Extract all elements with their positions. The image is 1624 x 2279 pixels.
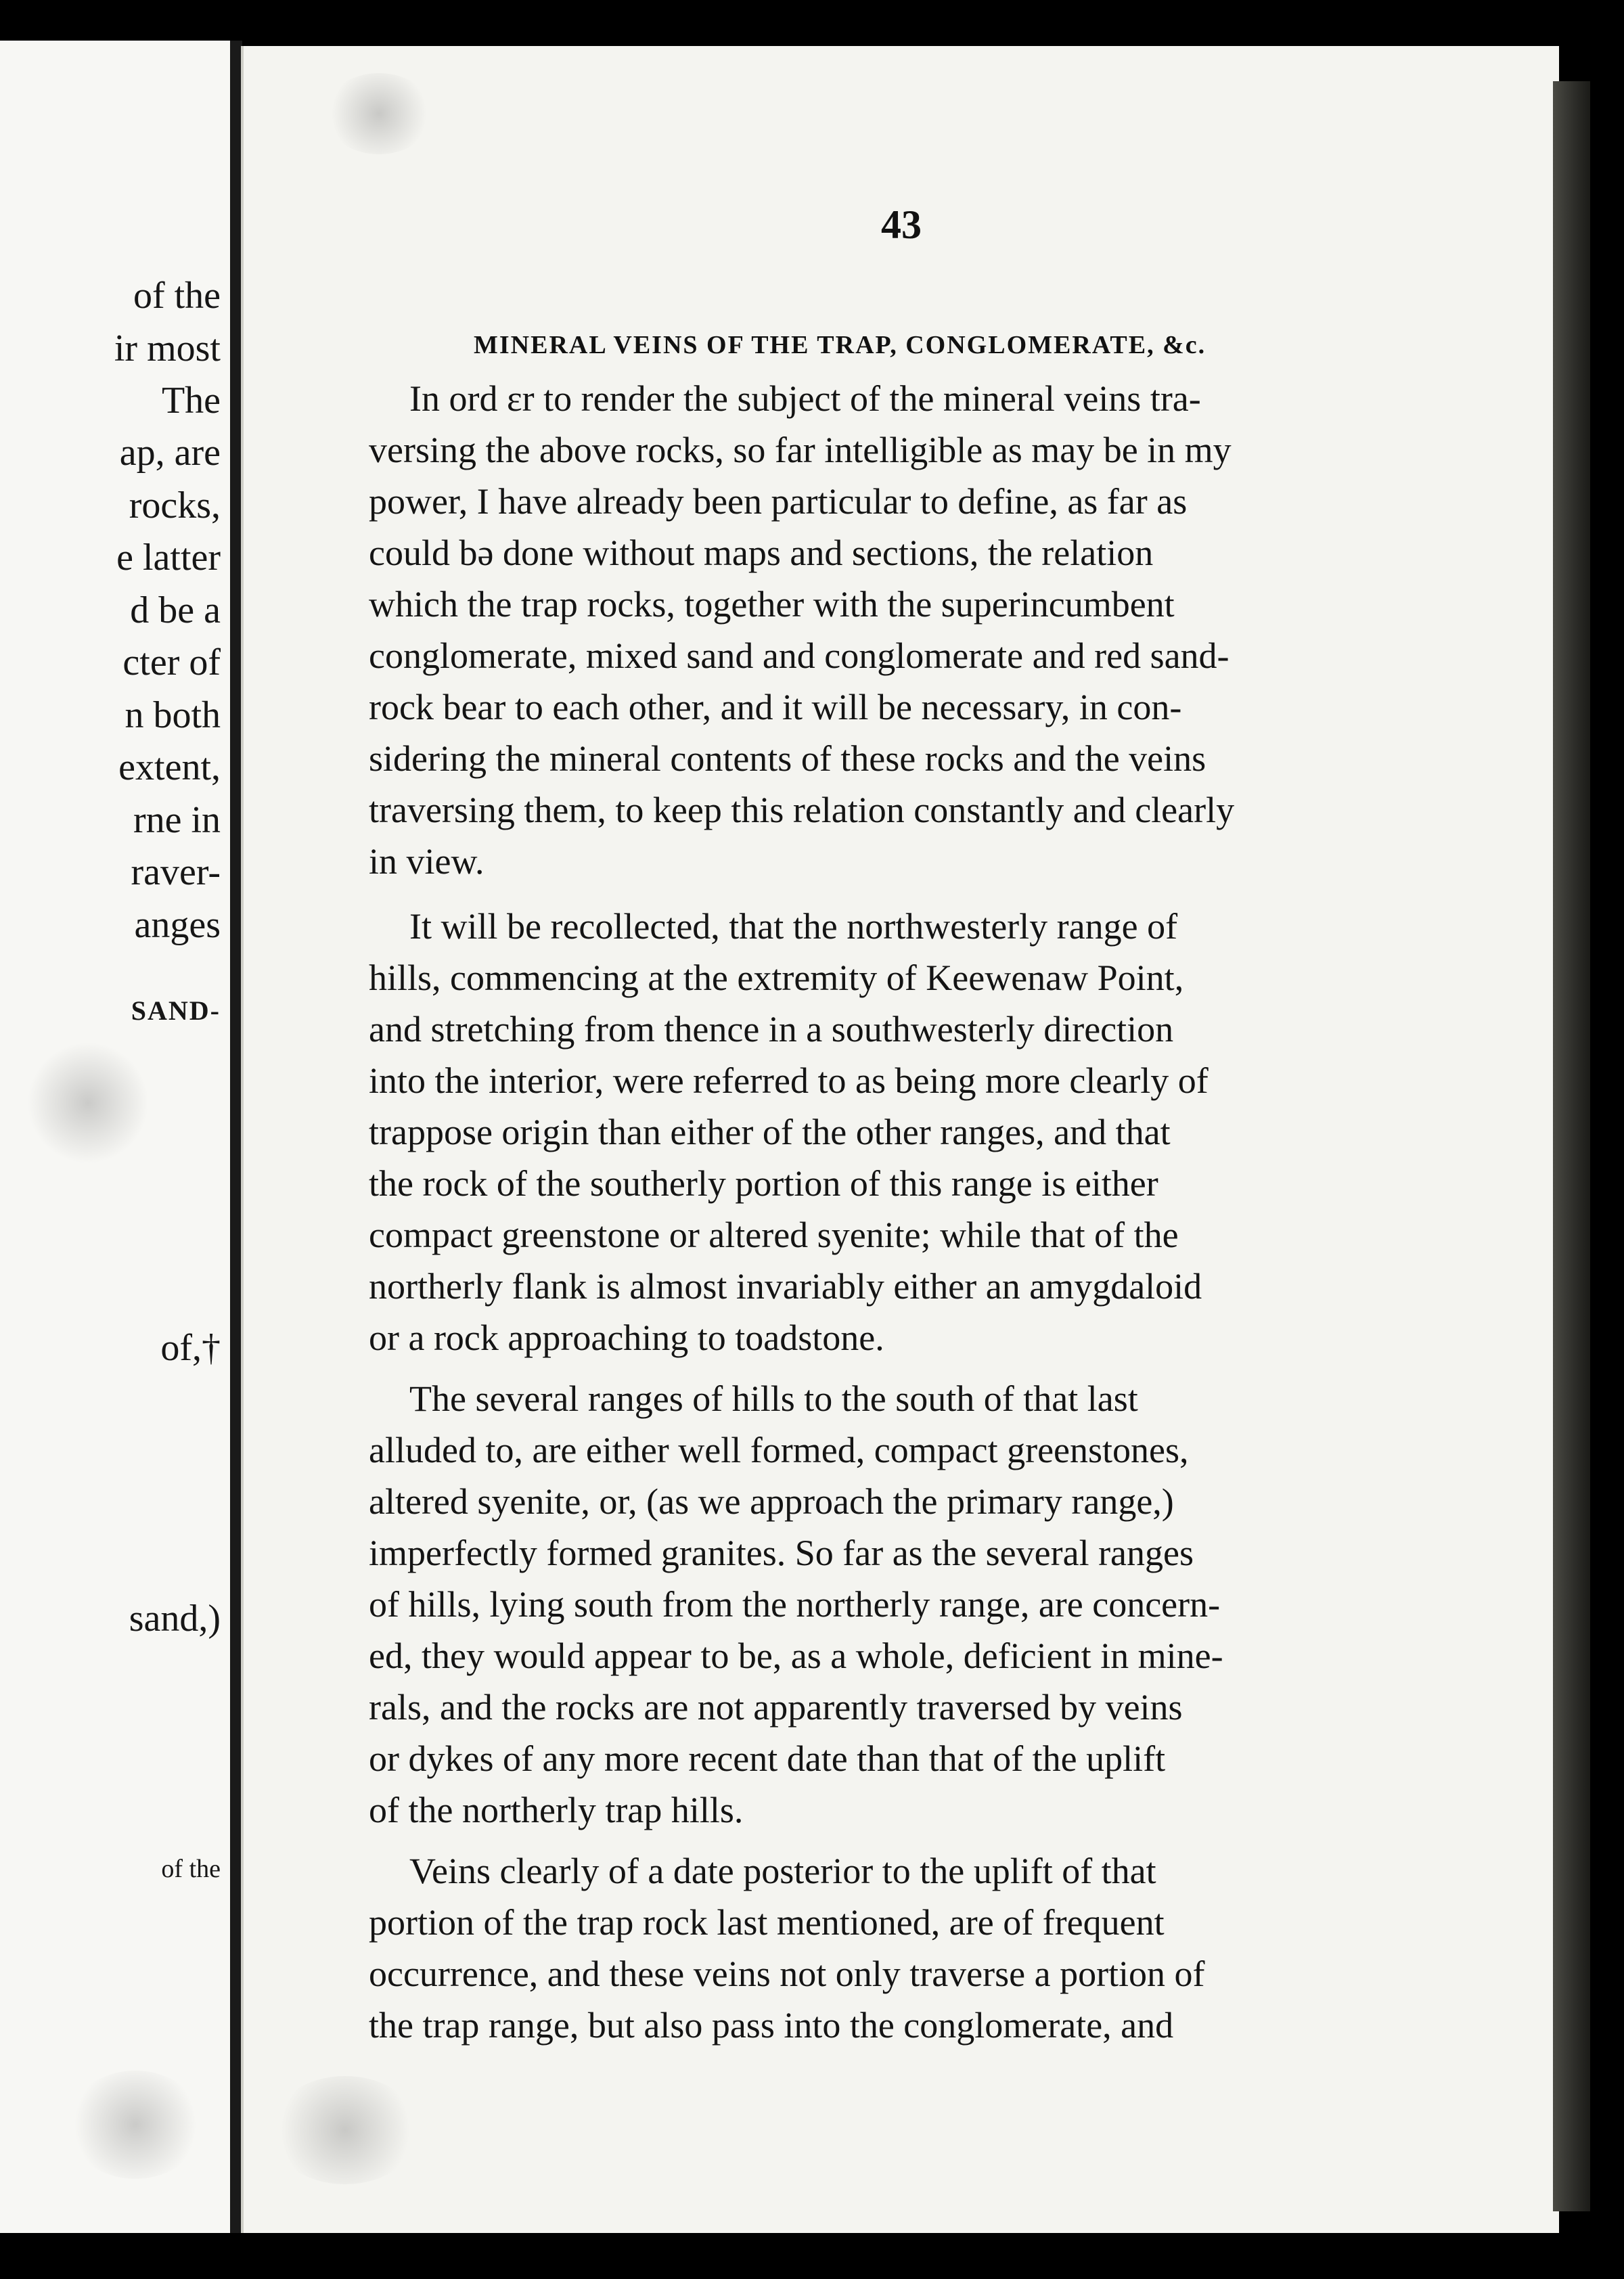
left-page-line: cter of: [122, 641, 221, 683]
left-page-line: extent,: [118, 746, 221, 788]
scan-smudge: [27, 1042, 149, 1164]
left-page-line: rocks,: [129, 484, 221, 526]
text-line: power, I have already been particular to define, as far as: [369, 481, 1188, 522]
text-line: northerly flank is almost invariably either an amygdaloid: [369, 1266, 1202, 1307]
text-line: The several ranges of hills to the south of that last: [409, 1378, 1138, 1419]
left-page-line: e latter: [116, 537, 221, 579]
left-page-line: raver-: [131, 851, 221, 893]
text-line: or a rock approaching to toadstone.: [369, 1317, 884, 1358]
text-line: the trap range, but also pass into the conglomerate, and: [369, 2005, 1174, 2046]
text-line: It will be recollected, that the northwesterly range of: [409, 906, 1178, 947]
text-line: and stretching from thence in a southwesterly direction: [369, 1009, 1174, 1050]
text-line: of hills, lying south from the northerly range, are concern-: [369, 1584, 1221, 1625]
text-line: sidering the mineral contents of these rocks and the veins: [369, 738, 1206, 779]
text-line: portion of the trap rock last mentioned, are of frequent: [369, 1902, 1165, 1943]
section-heading: MINERAL VEINS OF THE TRAP, CONGLOMERATE, &c.: [474, 331, 1206, 359]
left-page-line: rne in: [133, 799, 221, 841]
text-line: which the trap rocks, together with the superincumbent: [369, 584, 1175, 625]
left-page-line: n both: [125, 694, 221, 736]
text-line: into the interior, were referred to as being more clearly of: [369, 1060, 1209, 1101]
text-line: in view.: [369, 841, 484, 882]
text-line: occurrence, and these veins not only traverse a portion of: [369, 1954, 1205, 1994]
book-page: [241, 46, 1559, 2233]
text-line: imperfectly formed granites. So far as the several ranges: [369, 1533, 1194, 1573]
text-line: hills, commencing at the extremity of Keewenaw Point,: [369, 957, 1184, 998]
text-line: versing the above rocks, so far intelligible as may be in my: [369, 430, 1232, 470]
text-line: trappose origin than either of the other ranges, and that: [369, 1112, 1171, 1152]
text-line: In ord ɛr to render the subject of the mineral veins tra-: [409, 378, 1201, 419]
scan-smudge: [325, 73, 433, 154]
left-page-line: ir most: [114, 328, 221, 369]
left-page-line: d be a: [130, 589, 221, 631]
left-page-line: ap, are: [119, 432, 221, 474]
scan-smudge: [271, 2076, 420, 2184]
text-line: rock bear to each other, and it will be necessary, in con-: [369, 687, 1182, 727]
text-line: could bə done without maps and sections, the relation: [369, 533, 1154, 573]
text-line: Veins clearly of a date posterior to the uplift of that: [409, 1851, 1156, 1891]
left-page-fragment: [0, 41, 232, 2233]
text-line: of the northerly trap hills.: [369, 1790, 744, 1830]
text-line: ed, they would appear to be, as a whole, deficient in mine-: [369, 1635, 1223, 1676]
text-line: or dykes of any more recent date than that of the uplift: [369, 1738, 1166, 1779]
left-page-line: of the: [161, 1855, 221, 1883]
text-line: compact greenstone or altered syenite; while that of the: [369, 1215, 1179, 1255]
text-line: alluded to, are either well formed, compact greenstones,: [369, 1430, 1189, 1470]
left-page-line: anges: [134, 904, 221, 946]
left-page-line: of,†: [160, 1327, 221, 1369]
page-block-edge: [1553, 81, 1590, 2211]
left-page-line: sand,): [129, 1598, 221, 1640]
scan-smudge: [68, 2071, 203, 2179]
left-page-heading-fragment: SAND-: [131, 995, 221, 1026]
left-page-line: of the: [133, 275, 221, 317]
text-line: conglomerate, mixed sand and conglomerate and red sand-: [369, 635, 1230, 676]
text-line: traversing them, to keep this relation constantly and clearly: [369, 790, 1235, 830]
page-number: 43: [881, 202, 922, 247]
text-line: the rock of the southerly portion of this range is either: [369, 1163, 1158, 1204]
text-line: altered syenite, or, (as we approach the primary range,): [369, 1481, 1174, 1522]
text-line: rals, and the rocks are not apparently traversed by veins: [369, 1687, 1183, 1728]
left-page-line: The: [161, 380, 221, 422]
